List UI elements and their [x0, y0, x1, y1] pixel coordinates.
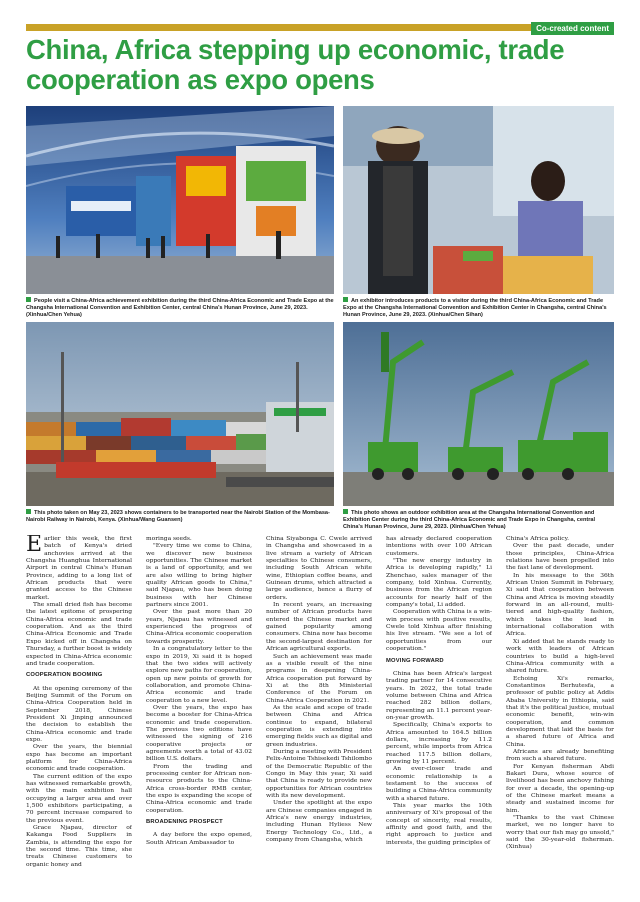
outdoor-machinery-photo	[343, 322, 614, 506]
article-paragraph	[506, 748, 614, 763]
caption-text: An exhibitor introduces products to a visitor during the third China-Africa Economic and Trade Expo at the Changsha International Convention and Exhibition Center in Changsha, central China's Hunan Province, June 29, 2023. (Xinhua/Chen Sihan)	[343, 298, 607, 319]
article-paragraph	[506, 542, 614, 571]
article-paragraph	[146, 645, 252, 704]
paragraph-text: Xi added that he stands ready to work with leaders of African countries to build a high-level China-Africa community with a shared future.	[506, 637, 614, 675]
paragraph-text: Over the past decade, under those principles, China-Africa relations have been propelled into the fast lane of development.	[506, 542, 614, 572]
article-paragraph	[386, 670, 492, 721]
paragraph-text: The current edition of the expo has witnessed remarkable growth, with the main exhibition hall occupying a larger area and over 1,500 exhibitors participating, a 70 percent increase compared to the previous event.	[26, 772, 132, 824]
article-paragraph	[386, 721, 492, 765]
article-paragraph	[506, 638, 614, 675]
article-paragraph	[146, 831, 252, 846]
article-body	[26, 535, 614, 900]
co-created-badge: Co-created content	[531, 22, 614, 35]
paragraph-text: At the opening ceremony of the Beijing Summit of the Forum on China-Africa Cooperation held in September 2018, Chinese President Xi Jinping announced the decision to establish the China-Africa economic and trade expo.	[26, 684, 132, 743]
paragraph-text: As the scale and scope of trade between China and Africa continue to expand, bilateral cooperation is extending into emerging fields such as digital and green industries.	[266, 703, 372, 748]
caption-marker	[343, 297, 348, 302]
article-column-3	[266, 535, 372, 900]
article-paragraph	[26, 685, 132, 744]
article-paragraph	[26, 773, 132, 824]
paragraph-text: arlier this week, the first batch of Kenya's dried anchovies arrived at the Changsha Huanghua International Airport in central China's Hunan Province, adding to a long list of African products that were granted access to the Chinese market.	[26, 535, 132, 601]
article-paragraph	[506, 572, 614, 638]
article-paragraph	[506, 535, 614, 542]
exhibitor-photo	[343, 106, 614, 294]
paragraph-text: From the trading and processing center for African non-resource products to the China-Africa cross-border RMB center, the expo is expanding the scope of China-Africa economic and trade cooperation.	[146, 762, 252, 814]
paragraph-text: "Thanks to the vast Chinese market, we no longer have to worry that our fish may go unsold," said the 30-year-old fisherman. (Xinhua)	[506, 814, 614, 851]
paragraph-text: China Siyabonga C. Cwele arrived in Changsha and showcased in a live stream a variety of African specialties to Chinese consumers, including South African white wine, Ethiopian coffee beans, and Guinean drums, which attracted a large audience, hence a flurry of orders.	[266, 535, 372, 601]
article-paragraph	[386, 802, 492, 846]
paragraph-text: In his message to the 36th African Union Summit in February, Xi said that cooperation between China and Africa is moving steadily forward in an all-round, multi-tiered and high-quality fashion, which takes the lead in international collaboration with Africa.	[506, 571, 614, 638]
caption-text: This photo shows an outdoor exhibition area at the Changsha International Convention and Exhibition Center during the third China-Africa Economic and Trade Expo in Changsha, central China's Hunan Province, June 29, 2023. (Xinhua/Chen Yehua)	[343, 510, 596, 531]
container-yard-photo	[26, 322, 334, 506]
paragraph-text: Echoing Xi's remarks, Constantinos Berhutesfa, a professor of public policy at Addis Ababa University in Ethiopia, said that it's the political justice, mutual economic benefit, win-win cooperation, and common development that laid the basis for a shared future of Africa and China.	[506, 674, 614, 748]
photo-caption-3	[26, 509, 336, 525]
article-paragraph	[26, 743, 132, 772]
paragraph-text: "The new energy industry in Africa is developing rapidly," Li Zhenchao, sales manager of the company, told Xinhua. Currently, business from the African region accounts for nearly half of the company's total, Li added.	[386, 557, 492, 609]
article-paragraph	[146, 763, 252, 814]
caption-text: This photo taken on May 23, 2023 shows containers to be transported near the Nairobi Station of the Mombasa-Nairobi Railway in Nairobi, Kenya. (Xinhua/Wang Guansen)	[26, 510, 330, 524]
paragraph-text: Specifically, China's exports to Africa amounted to 164.5 billion dollars, increasing by 11.2 percent, while imports from Africa reached 117.5 billion dollars, growing by 11 percent.	[386, 721, 492, 765]
caption-marker	[343, 509, 348, 514]
headline: China, Africa stepping up economic, trade cooperation as expo opens	[26, 34, 565, 95]
photo-caption-4	[343, 509, 616, 533]
article-paragraph	[146, 608, 252, 645]
article-paragraph	[386, 557, 492, 608]
paragraph-text: moringa seeds.	[146, 535, 192, 542]
article-paragraph	[266, 704, 372, 748]
header-rule	[26, 24, 614, 31]
article-paragraph	[266, 535, 372, 601]
paragraph-text: China has been Africa's largest trading partner for 14 consecutive years. In 2022, the total trade volume between China and Africa reached 282 billion dollars, representing an 11.1 percent year-on-year growth.	[386, 669, 492, 721]
article-column-2	[146, 535, 252, 900]
paragraph-text: has already declared cooperation intentions with over 100 African customers.	[386, 535, 492, 557]
paragraph-text: Under the spotlight at the expo are Chinese companies engaged in Africa's new energy industries, including Hunan Hyliess New Energy Technology Co., Ltd., a company from Changsha, which	[266, 799, 372, 844]
paragraph-text: Cooperation with China is a win-win process with positive results, Cwele told Xinhua after finishing his live stream. "We see a lot of opportunities from our cooperation."	[386, 608, 492, 653]
article-paragraph	[506, 675, 614, 748]
article-paragraph	[386, 608, 492, 652]
section-heading	[146, 819, 252, 826]
paragraph-text: Grace Njapau, director of Kakanga Food Suppliers in Zambia, is attending the expo for the second time. This time, she treats Chinese customers to organic honey and	[26, 824, 132, 868]
article-paragraph	[506, 814, 614, 851]
paragraph-text: Over the years, the biennial expo has become an important platform for China-Africa economic and trade cooperation.	[26, 743, 132, 773]
article-paragraph	[506, 763, 614, 814]
paragraph-text: An ever-closer trade and economic relationship is a testament to the success of building a China-Africa community with a shared future.	[386, 765, 492, 802]
paragraph-text: Over the years, the expo has become a booster for China-Africa economic and trade cooperation. The previous two editions have witnessed the signing of 216 cooperative projects or agreements worth a total of 43.02 billion U.S. dollars.	[146, 703, 252, 763]
expo-hall-photo	[26, 106, 334, 294]
paragraph-text: China's Africa policy.	[506, 535, 570, 542]
caption-marker	[26, 509, 31, 514]
article-column-5	[506, 535, 614, 900]
paragraph-text: The small dried fish has become the latest epitome of prospering China-Africa economic and trade cooperation. And as the third China-Africa Economic and Trade Expo kicked off in Changsha on Thursday, a further boost is widely expected in China-Africa economic and trade cooperation.	[26, 601, 132, 667]
article-column-1	[26, 535, 132, 900]
section-heading-text: COOPERATION BOOMING	[26, 672, 103, 679]
section-heading-text: BROADENING PROSPECT	[146, 819, 223, 826]
article-paragraph	[386, 535, 492, 557]
photo-caption-1	[26, 297, 336, 319]
paragraph-text: Africans are already benefiting from such a shared future.	[506, 747, 614, 763]
drop-cap: E	[26, 535, 43, 557]
paragraph-text: For Kenyan fisherman Abdi Bakari Dura, whose source of livelihood has been anchovy fishing for over a decade, the opening-up of the Chinese market means a steady and sustained income for him.	[506, 762, 614, 814]
article-paragraph	[266, 653, 372, 704]
paragraph-text: Such an achievement was made as a visible result of the nine programs in deepening China-Africa cooperation put forward by Xi at the 8th Ministerial Conference of the Forum on China-Africa Cooperation in 2021.	[266, 652, 372, 704]
paragraph-text: Over the past more than 20 years, Njapau has witnessed and experienced the progress of China-Africa economic cooperation towards prosperity.	[146, 608, 252, 645]
article-paragraph	[266, 748, 372, 799]
section-heading	[26, 672, 132, 679]
paragraph-text: In a congratulatory letter to the expo in 2019, Xi said it is hoped that the two sides will actively explore new paths for cooperation, open up new points of growth for collaboration, and promote China-Africa economic and trade cooperation to a new level.	[146, 645, 252, 704]
paragraph-text: In recent years, an increasing number of African products have entered the Chinese market and gained popularity among consumers. China now has become the second-largest destination for African agricultural exports.	[266, 601, 372, 653]
section-heading	[386, 658, 492, 665]
article-paragraph	[146, 704, 252, 763]
article-column-4	[386, 535, 492, 900]
caption-marker	[26, 297, 31, 302]
paragraph-text: This year marks the 10th anniversary of Xi's proposal of the concept of sincerity, real results, affinity and good faith, and the right approach to justice and interests, the guiding principles of	[386, 802, 492, 846]
article-paragraph	[26, 824, 132, 868]
caption-text: People visit a China-Africa achievement exhibition during the third China-Africa Economic and Trade Expo at the Changsha International Convention and Exhibition Center, central China's Hunan Province, June 29, 2023. (Xinhua/Chen Yehua)	[26, 298, 334, 319]
article-paragraph	[26, 535, 132, 601]
article-paragraph	[26, 601, 132, 667]
paragraph-text: A day before the expo opened, South African Ambassador to	[146, 831, 252, 846]
article-paragraph	[146, 542, 252, 608]
section-heading-text: MOVING FORWARD	[386, 657, 444, 664]
paragraph-text: During a meeting with President Felix-Antoine Tshisekedi Tshilombo of the Democratic Republic of the Congo in May this year, Xi said that China is ready to provide new opportunities for African countries with its new development.	[266, 747, 372, 800]
paragraph-text: "Every time we come to China, we discover new business opportunities. The Chinese market is a land of opportunity, and we are also willing to bring higher quality African goods to China," said Njapau, who has been doing business with her Chinese partners since 2001.	[146, 542, 252, 609]
article-paragraph	[146, 535, 252, 542]
photo-caption-2	[343, 297, 616, 319]
article-paragraph	[266, 601, 372, 652]
article-paragraph	[386, 765, 492, 802]
article-paragraph	[266, 799, 372, 843]
